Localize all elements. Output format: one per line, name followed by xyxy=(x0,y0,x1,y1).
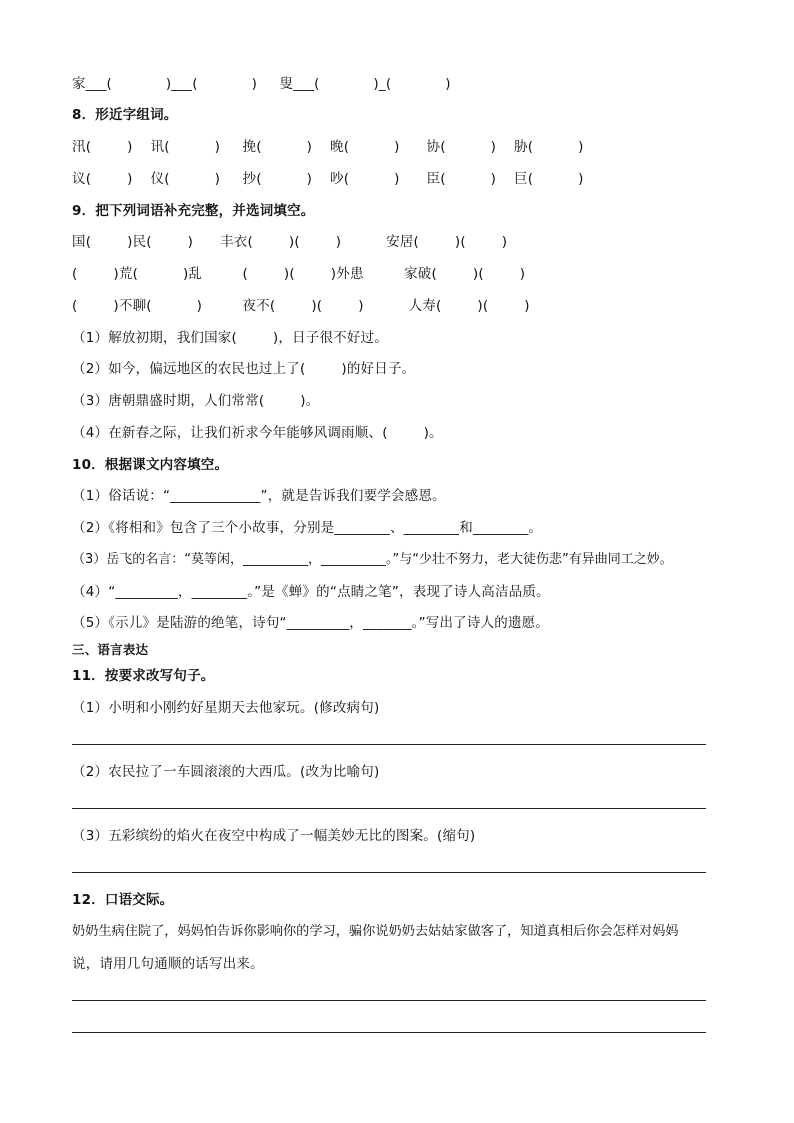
question-12-title: 12．口语交际。 xyxy=(72,892,174,908)
question-11-item-2: （2）农民拉了一车圆滚滚的大西瓜。(改为比喻句) xyxy=(72,764,380,780)
question-8-row-1: 汛( ) 讯( ) 挽( ) 晚( ) 协( ) 胁( ) xyxy=(72,139,584,155)
answer-line-12-2 xyxy=(72,1032,706,1033)
question-12-paragraph-line-1: 奶奶生病住院了，妈妈怕告诉你影响你的学习，骗你说奶奶去姑姑家做客了，知道真相后你会怎样对妈妈 xyxy=(72,924,679,939)
answer-line-11-1 xyxy=(72,744,706,745)
question-11-item-3: （3）五彩缤纷的焰火在夜空中构成了一幅美妙无比的图案。(缩句) xyxy=(72,828,476,844)
question-9-row-3: ( )不聊( ) 夜不( )( ) 人寿( )( ) xyxy=(72,298,530,314)
section-3-heading: 三、语言表达 xyxy=(72,642,149,657)
question-9-row-2: ( )荒( )乱 ( )( )外患 家破( )( ) xyxy=(72,266,526,282)
question-12-paragraph-line-2: 说，请用几句通顺的话写出来。 xyxy=(72,956,264,972)
answer-line-11-3 xyxy=(72,872,706,873)
question-11-title: 11．按要求改写句子。 xyxy=(72,668,215,684)
question-10-sentence-4: （4）“_________，________。”是《蝉》的“点睛之笔”，表现了诗人高洁品质。 xyxy=(72,584,550,600)
question-8-row-2: 议( ) 仪( ) 抄( ) 吵( ) 臣( ) 巨( ) xyxy=(72,171,584,187)
answer-line-11-2 xyxy=(72,808,706,809)
question-9-sentence-1: （1）解放初期，我们国家( )，日子很不好过。 xyxy=(72,330,388,346)
question-10-sentence-2: （2）《将相和》包含了三个小故事，分别是________、________和________。 xyxy=(72,520,543,536)
question-10-title: 10．根据课文内容填空。 xyxy=(72,457,229,473)
question-9-sentence-2: （2）如今，偏远地区的农民也过上了( )的好日子。 xyxy=(72,361,416,377)
question-9-sentence-4: （4）在新春之际，让我们祈求今年能够风调雨顺、( )。 xyxy=(72,425,443,441)
question-8-title: 8．形近字组词。 xyxy=(72,107,178,123)
question-11-item-1: （1）小明和小刚约好星期天去他家玩。(修改病句) xyxy=(72,700,380,716)
question-9-row-1: 国( )民( ) 丰衣( )( ) 安居( )( ) xyxy=(72,234,508,250)
question-9-sentence-3: （3）唐朝鼎盛时期，人们常常( )。 xyxy=(72,393,320,409)
question-9-title: 9．把下列词语补充完整，并选词填空。 xyxy=(72,203,315,219)
question-10-sentence-3: （3）岳飞的名言：“莫等闲，__________，__________。”与“少壮不努力，老大徒伤悲”有异曲同工之妙。 xyxy=(72,552,673,567)
answer-line-12-1 xyxy=(72,1000,706,1001)
question-10-sentence-5: （5）《示儿》是陆游的绝笔，诗句“_________，_______。”写出了诗人的遗愿。 xyxy=(72,615,550,631)
question-10-sentence-1: （1）俗话说：“_____________”，就是告诉我们要学会感恩。 xyxy=(72,488,446,504)
fill-in-row-jia-sou: 家___( )___( ) 叟___( )_( ) xyxy=(72,76,451,92)
